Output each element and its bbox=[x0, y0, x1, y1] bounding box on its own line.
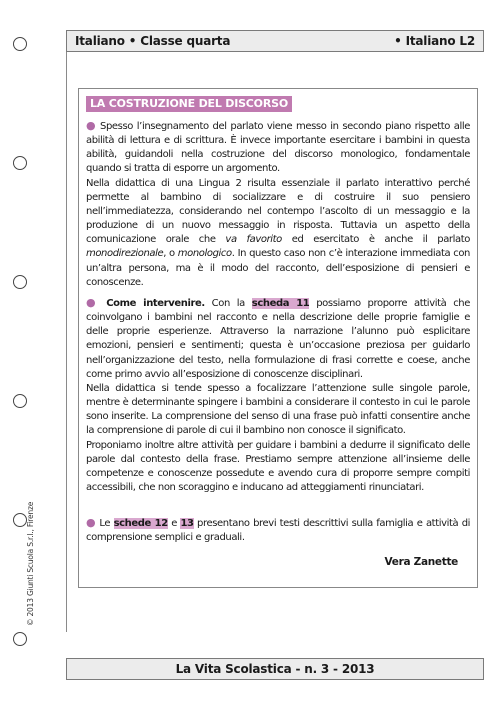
p1-b-italic-2: monodirezionale bbox=[86, 248, 164, 260]
scheda-13-reference: 13 bbox=[180, 518, 194, 529]
page-footer bbox=[66, 658, 484, 680]
body-paragraph-1 bbox=[86, 119, 470, 290]
p3-pre: Le bbox=[99, 518, 114, 529]
paragraph-2c: Proponiamo inoltre altre attività per guidare i bambini a dedurre il significato delle parole dal contesto della frase. Prestiamo sempre attenzione all’insieme delle competenze e conoscenze possedute e avendo cura di proporre sempre compiti accessibili, che non scoraggino e inducano ad atteggiamenti rinunciatari. bbox=[86, 439, 470, 494]
p1-b-text-2: ed esercitato è anche il parlato bbox=[281, 234, 470, 246]
author-signature: Vera Zanette bbox=[384, 556, 458, 568]
p1-a-text: Spesso l’insegnamento del parlato viene messo in secondo piano rispetto alle abilità di lettura e di scrittura. È invece importante esercitare i bambini in questa abilità, guidandoli nella costruzione del discorso monologico, fondamentale quando si tratta di esporre un argomento. bbox=[86, 121, 470, 175]
paragraph-2a bbox=[86, 296, 470, 382]
binder-hole-5 bbox=[13, 513, 27, 527]
paragraph-1a bbox=[86, 119, 470, 177]
paragraph-2b: Nella didattica si tende spesso a focalizzare l’attenzione sulle singole parole, mentre è determinante spingere i bambini a considerare il contesto in cui le parole sono inserite. La comprensione del senso di una frase può infatti consentire anche la comprensione di parole di cui il bambino non conosce il significato. bbox=[86, 382, 470, 437]
p3-post: presentano brevi testi descrittivi sulla famiglia e attività di comprensione semplici e graduali. bbox=[86, 518, 471, 544]
p1-b-text: Nella didattica di una Lingua 2 risulta essenziale il parlato interattivo perché permette al bambino di socializzare e di costruire il suo pensiero nell’immediatezza, considerando nel contempo l’ascolto di un messaggio e la produzione di un nuovo messaggio in risposta. Tuttavia un aspetto della comunicazione orale che bbox=[86, 177, 470, 246]
binder-hole-6 bbox=[13, 632, 27, 646]
body-paragraph-2 bbox=[86, 296, 470, 495]
copyright-notice: © 2013 Giunti Scuola S.r.l., Firenze bbox=[26, 501, 35, 626]
binder-hole-4 bbox=[13, 394, 27, 408]
binder-hole-2 bbox=[13, 156, 27, 170]
margin-rule bbox=[66, 52, 67, 632]
paragraph-1b bbox=[86, 177, 470, 290]
bullet-icon: ● bbox=[86, 296, 100, 309]
page-header bbox=[66, 30, 484, 52]
p1-b-text-4: . In questo caso non c’è interazione immediata con un’altra persona, ma è il modo del racconto, dell’esposizione di pensieri e conoscenze. bbox=[86, 248, 470, 288]
p2-lead: Come intervenire. bbox=[106, 298, 205, 309]
p1-b-text-3: , o bbox=[163, 248, 178, 260]
bullet-icon: ● bbox=[86, 516, 96, 529]
p2-a-text: possiamo proporre attività che coinvolgano i bambini nel racconto e nella descrizione delle proprie famiglie e delle proprie esperienze. Attraverso la narrazione l’alunno può esplicitare emozioni, pensieri e sentimenti; questa è un’occasione preziosa per guidarlo nell’organizzazione del testo, nella formulazione di frasi corrette e coese, anche come primo avvio all’esposizione di conoscenze disciplinari. bbox=[86, 298, 470, 380]
binder-hole-3 bbox=[13, 275, 27, 289]
section-title: LA COSTRUZIONE DEL DISCORSO bbox=[86, 96, 292, 112]
binder-hole-1 bbox=[13, 37, 27, 51]
schede-12-reference: schede 12 bbox=[113, 518, 168, 529]
body-paragraph-3 bbox=[86, 516, 470, 545]
bullet-icon: ● bbox=[86, 119, 97, 132]
scheda-11-reference: scheda 11 bbox=[251, 298, 310, 309]
paragraph-3 bbox=[86, 516, 470, 545]
header-subject: Italiano • Classe quarta bbox=[75, 34, 231, 48]
p3-and: e bbox=[167, 518, 181, 529]
footer-publication: La Vita Scolastica - n. 3 - 2013 bbox=[175, 662, 375, 676]
p1-b-italic-3: monologico bbox=[177, 248, 232, 260]
header-section: • Italiano L2 bbox=[394, 34, 475, 48]
p1-b-italic-1: va favorito bbox=[225, 234, 282, 246]
p2-pre: Con la bbox=[204, 298, 252, 309]
